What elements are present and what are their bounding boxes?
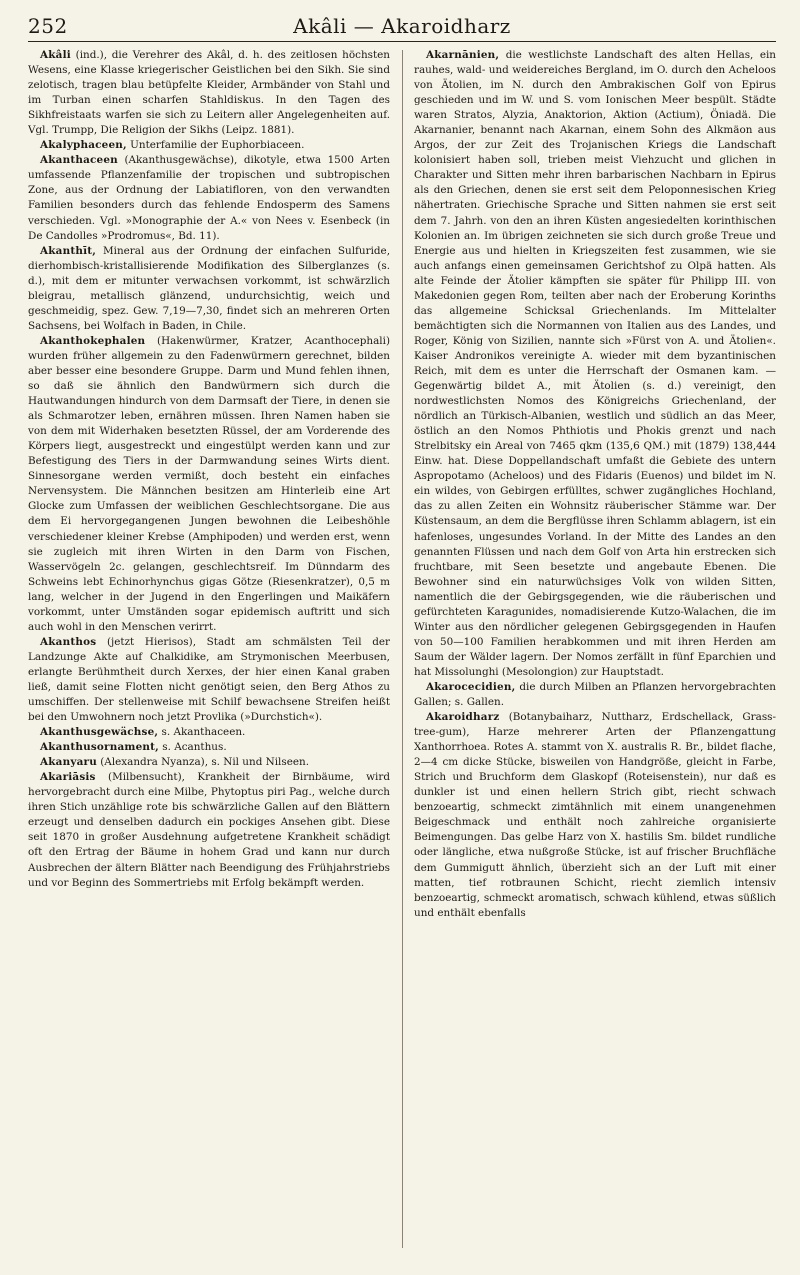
entry-headword: Akariāsis [40,771,96,784]
entry-headword: Akanthaceen [40,154,118,167]
dictionary-entry [28,138,390,153]
entry-text: die durch Milben an Pflanzen hervorgebrachten Gallen; s. Gallen. [414,680,776,709]
dictionary-entry [28,334,390,635]
entry-text: (Hakenwürmer, Kratzer, Acanthocephali) wurden früher allgemein zu den Fadenwürmern gerechnet, bilden aber besser eine besondere Gruppe. Darm und Mund fehlen ihnen, so daß sie ähnlich den Bandwürmern sich durch die Hautwandungen hindurch von dem Darmsaft der Tiere, in denen sie als Schmarotzer leben, ernähren müssen. Ihren Namen haben sie von dem mit Widerhaken besetzten Rüssel, der am Vorderende des Körpers liegt, ausgestreckt und eingestülpt werden kann und zur Befestigung des Tiers in der Darmwandung seines Wirts dient. Sinnesorgane werden vermißt, doch besteht ein einfaches Nervensystem. Die Männchen besitzen am Hinterleib eine Art Glocke zum Umfassen der weiblichen Geschlechtsorgane. Die aus dem Ei hervorgegangenen Jungen bewohnen die Leibeshöhle verschiedener kleiner Krebse (Amphipoden) und werden erst, wenn sie zugleich mit ihren Wirten in den Darm von Fischen, Wasservögeln 2c. gelangen, geschlechtsreif. Im Dünndarm des Schweins lebt Echinorhynchus gigas Götze (Riesenkratzer), 0,5 m lang, welcher in der Jugend in den Engerlingen und Maikäfern vorkommt, unter Umständen sogar epidemisch auftritt und sich auch wohl in den Menschen verirrt. [28,334,390,633]
dictionary-entry [28,740,390,755]
entry-headword: Akâli [40,49,71,61]
entry-headword: Akanthusgewächse, [40,726,159,739]
dictionary-entry [414,680,776,710]
page-number: 252 [28,14,68,38]
entry-text: s. Akanthaceen. [158,726,246,739]
entry-text: (Milbensucht), Krankheit der Birnbäume, wird hervorgebracht durch eine Milbe, Phytoptus piri Pag., welche durch ihren Stich unzählige rote bis schwärzliche Gallen auf den Blättern erzeugt und denselben dadurch ein pockiges Ansehen gibt. Diese seit 1870 in großer Ausdehnung aufgetretene Krankheit schädigt oft den Ertrag der Bäume in hohem Grad und kann nur durch Ausbrechen der ältern Blätter nach Beendigung des Frühjahrstriebs und vor Beginn des Sommertriebs mit Erfolg bekämpft werden. [28,771,390,889]
dictionary-entry [414,710,776,921]
entry-text: die westlichste Landschaft des alten Hellas, ein rauhes, wald- und weidereiches Bergland, im O. durch den Acheloos von Ätolien, im N. durch den Ambrakischen Golf von Epirus geschieden und im W. und S. vom Ionischen Meer bespült. Städte waren Stratos, Alyzia, Anaktorion, Aktion (Actium), Öniadä. Die Akarnanier, benannt nach Akarnan, einem Sohn des Alkmäon aus Argos, der zur Zeit des Trojanischen Kriegs die Landschaft kolonisiert haben soll, trieben meist Viehzucht und glichen in Charakter und Sitten mehr ihren barbarischen Nachbarn in Epirus als den Griechen, denen sie erst seit dem Peloponnesischen Krieg nähertraten. Griechische Sprache und Sitten nahmen sie erst seit dem 7. Jahrh. von den an ihren Küsten angesiedelten korinthischen Kolonien an. Im übrigen zeichneten sie sich durch große Treue und Energie aus und hielten in Kriegszeiten fest zusammen, wie sie auch anfangs einen gemeinsamen Gerichtshof zu Olpä hatten. Als alte Feinde der Ätolier kämpften sie später für Philipp III. von Makedonien gegen Rom, teilten aber nach der Eroberung Korinths das allgemeine Schicksal Griechenlands. Im Mittelalter bemächtigten sich die Normannen von Italien aus des Landes, und Roger, König von Sizilien, nannte sich »Fürst von A. und Ätolien«. Kaiser Andronikos vereinigte A. wieder mit dem byzantinischen Reich, mit dem es unter die Herrschaft der Osmanen kam. — Gegenwärtig bildet A., mit Ätolien (s. d.) vereinigt, den nordwestlichsten Nomos des Königreichs Griechenland, der nördlich an Türkisch-Albanien, westlich und südlich an das Meer, östlich an den Nomos Phthiotis und Phokis grenzt und nach Strelbitsky ein Areal von 7465 qkm (135,6 QM.) mit (1879) 138,444 Einw. hat. Diese Doppellandschaft umfaßt die Gebiete des untern Aspropotamo (Acheloos) und des Fidaris (Euenos) und bildet im N. ein wildes, von Gebirgen erfülltes, schwer zugängliches Hochland, das zu allen Zeiten ein Wohnsitz räuberischer Stämme war. Der Küstensaum, an dem die Bergflüsse ihren Schlamm ablagern, ist ein hafenloses, ungesundes Vorland. In der Mitte des Landes an den genannten Flüssen und nach dem Golf von Arta hin erstrecken sich fruchtbare, mit Seen besetzte und angebaute Ebenen. Die Bewohner sind ein naturwüchsiges Volk von wilden Sitten, namentlich die der Gebirgsgegenden, wie die räuberischen und gefürchteten Karagunides, nomadisierende Kutzo-Walachen, die im Winter aus den nördlicher gelegenen Gebirgsgegenden in Haufen von 50—100 Familien herabkommen und mit ihren Herden am Saum der Wälder lagern. Der Nomos zerfällt in fünf Eparchien und hat Missolunghi (Mesolongion) zur Hauptstadt. [414,49,776,678]
entry-text: (ind.), die Verehrer des Akâl, d. h. des zeitlosen höchsten Wesens, eine Klasse kriegerischer Geistlichen bei den Sikh. Sie sind zelotisch, tragen blau betüpfelte Kleider, Armbänder von Stahl und im Turban einen scharfen Stahldiskus. In den Tagen des Sikhfreistaats warfen sie sich zu Leitern aller Angelegenheiten auf. Vgl. Trumpp, Die Religion der Sikhs (Leipz. 1881). [28,49,390,137]
entry-headword: Akarocecidien, [426,680,516,693]
entry-headword: Akanthīt, [40,244,97,257]
dictionary-entry [28,48,390,138]
entry-headword: Akanyaru [40,756,97,769]
dictionary-entry [28,755,390,770]
dictionary-page [28,12,776,1262]
entry-headword: Akanthos [40,635,97,648]
dictionary-entry [414,48,776,680]
left-column [28,48,390,1248]
dictionary-entry [28,635,390,725]
page-title: Akâli — Akaroidharz [293,14,511,38]
dictionary-entry [28,153,390,243]
entry-headword: Akalyphaceen, [40,139,127,152]
dictionary-entry [28,244,390,334]
right-column [414,48,776,1248]
column-divider [402,50,403,1248]
text-columns [28,48,776,1248]
entry-text: (Botanybaiharz, Nuttharz, Erdschellack, Grass-tree-gum), Harze mehrerer Arten der Pflanzengattung Xanthorrhoea. Rotes A. stammt von X. australis R. Br., bildet flache, 2—4 cm dicke Stücke, bisweilen von Handgröße, gleicht in Farbe, Strich und Bruchform dem Glaskopf (Roteisenstein), nur daß es dunkler ist und einen hellern Strich gibt, riecht schwach benzoeartig, schmeckt zimtähnlich mit einem unangenehmen Beigeschmack und enthält noch zahlreiche organisierte Beimengungen. Das gelbe Harz von X. hastilis Sm. bildet rundliche oder längliche, etwa nußgroße Stücke, ist auf frischer Bruchfläche dem Gummigutt ähnlich, überzieht sich an der Luft mit einer matten, tief rotbraunen Schicht, riecht ziemlich intensiv benzoeartig, schmeckt aromatisch, schwach kühlend, etwas süßlich und enthält ebenfalls [414,711,776,919]
running-head [28,12,776,42]
dictionary-entry [28,770,390,890]
entry-text: Unterfamilie der Euphorbiaceen. [126,139,305,152]
dictionary-entry [28,725,390,740]
entry-headword: Akaroidharz [426,711,500,724]
entry-text: (Akanthusgewächse), dikotyle, etwa 1500 Arten umfassende Pflanzenfamilie der tropischen und subtropischen Zone, aus der Ordnung der Labiatifloren, von den verwandten Familien besonders durch das fehlende Endosperm des Samens verschieden. Vgl. »Monographie der A.« von Nees v. Esenbeck (in De Candolles »Prodromus«, Bd. 11). [28,154,390,242]
entry-headword: Akarnānien, [426,49,500,61]
entry-headword: Akanthusornament, [40,741,159,754]
entry-text: (jetzt Hierisos), Stadt am schmälsten Teil der Landzunge Akte auf Chalkidike, am Strymonischen Meerbusen, erlangte Berühmtheit durch Xerxes, der hier einen Kanal graben ließ, damit seine Flotten nicht genötigt seien, den Berg Athos zu umschiffen. Der stellenweise mit Schilf bewachsene Streifen heißt bei den Umwohnern noch jetzt Provlika (»Durchstich«). [28,635,390,724]
entry-text: s. Acanthus. [158,741,227,754]
entry-text: (Alexandra Nyanza), s. Nil und Nilseen. [96,756,310,769]
entry-headword: Akanthokephalen [40,334,146,347]
entry-text: Mineral aus der Ordnung der einfachen Sulfuride, dierhombisch-kristallisierende Modifikation des Silberglanzes (s. d.), mit dem er mitunter verwachsen vorkommt, ist schwärzlich bleigrau, metallisch glänzend, undurchsichtig, weich und geschmeidig, spez. Gew. 7,19—7,30, findet sich an mehreren Orten Sachsens, bei Wolfach in Baden, in Chile. [28,244,390,332]
